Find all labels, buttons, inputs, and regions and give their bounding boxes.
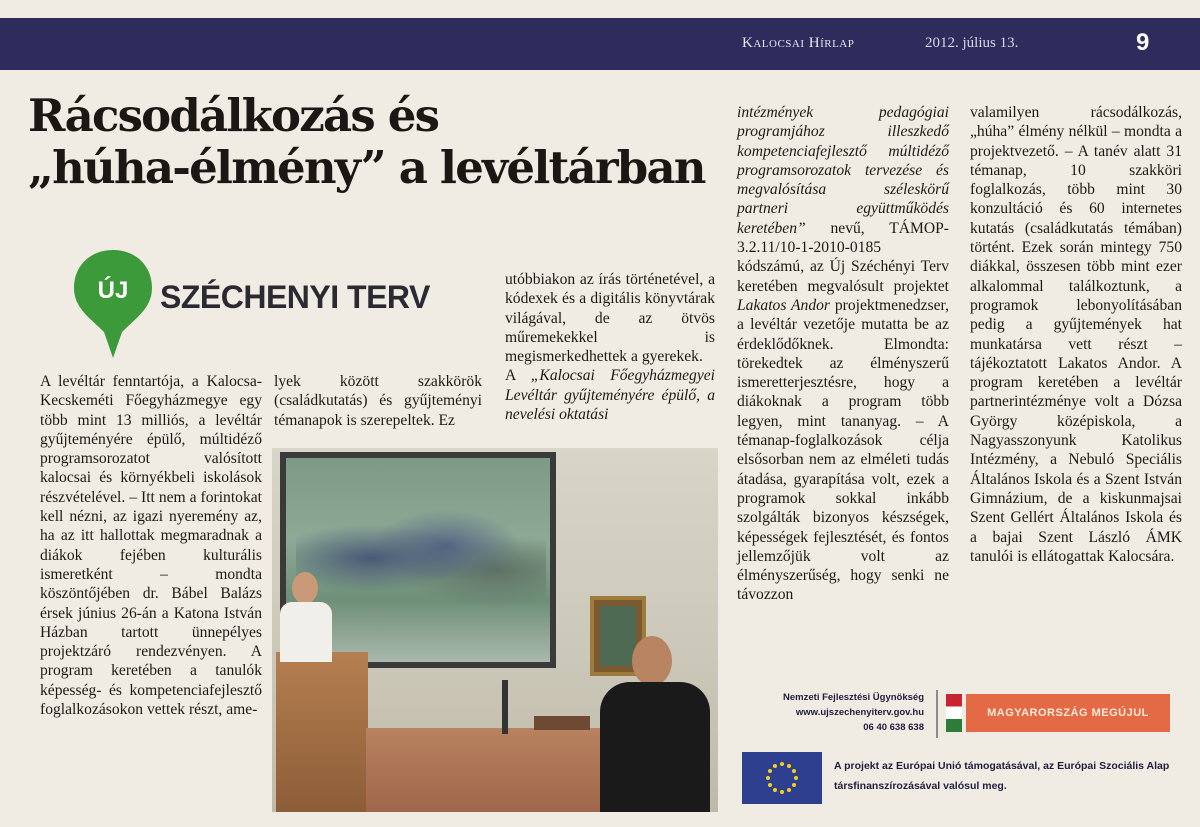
agency-website: www.ujszechenyiterv.gov.hu [795,707,924,718]
program-title-continued: intézmények pedagógiai programjához illeszkedő kompetenciafejlesztő múltidéző programsorozatok tervezése és megvalósítása széleskörű partneri együttműködés keretében” [737,104,949,237]
agency-phone: 06 40 638 638 [863,722,924,733]
agency-name: Nemzeti Fejlesztési Ügynökség [783,692,924,703]
article-column-4 [737,103,949,605]
article-column-3 [505,270,715,424]
column-3-lead: A [505,367,531,385]
funding-notice [740,686,1180,816]
page-header [0,18,1200,70]
column-4-mid: nevű, TÁMOP-3.2.11/10-1-2010-0185 kódszámú, az Új Széchényi Terv keretében megvalósult projektet [737,219,949,295]
microphone-stand [502,680,508,734]
szechenyi-terv-pin-icon [70,248,156,360]
program-title-italic: „Kalocsai Főegyházmegyei Levéltár gyűjteményére épülő, a nevelési oktatási [505,367,715,424]
divider [936,690,938,738]
column-3-text: utóbbiakon az írás történetével, a kódexek és a digitális könyvtárak világával, de az ötvös műremekekkel is megismerkedhettek a gyerekek. [505,271,715,366]
headline-line-2: „húha-élmény” a levéltárban [28,141,705,194]
hungarian-flag-icon [946,694,962,732]
speaker-at-podium [280,572,336,662]
project-manager-name: Lakatos Andor [737,296,830,314]
eu-funding-text: A projekt az Európai Unió támogatásával, az Európai Szociális Alap társfinanszírozásával valósul meg. [834,760,1170,792]
table [366,728,600,812]
eu-flag-icon [742,752,822,804]
column-4-rest: projektmenedzser, a levéltár vezetője mutatta be az érdeklődőknek. Elmondta: törekedtek az élményszerű ismeretterjesztésre, hogy a diákoknak a program több legyen, mint tananyag. – A témanap-foglalkozások célja elsősorban nem az elméleti tudás átadása, gyarapítása volt, ezek a programok sokkal inkább szolgálták bizonyos készségek, képességek fejlesztését, és fontos jellemzőjük volt az élményszerűség, hogy senki ne távozzon [737,296,949,604]
issue-date: 2012. július 13. [925,35,1019,51]
article-column-5: valamilyen rácsodálkozás, „húha” élmény nélkül – mondta a projektvezető. – A tanév alatt 31 témanap, 10 szakköri foglalkozás, több mint 30 konzultáció és 60 internetes kutatás (családkutatás témában) történt. Ezek során mintegy 750 diákkal, összesen több mint ezer alkalommal találkoztunk, a programok lebonyolításában pedig a gyűjtemények hat munkatársa vett részt – tájékoztatott Lakatos Andor. A program keretében a levéltár partnerintézménye volt a Dózsa György középiskola, a Nagyasszonyunk Katolikus Intézmény, a Nebuló Speciális Általános Iskola és a Szent István Gimnázium, de a kiskunmajsai Szent Gellért Általános Iskola és a bajai Szent László ÁMK tanulói is ellátogattak Kalocsára. [970,104,1182,565]
page-number: 9 [1136,29,1150,56]
newspaper-name: Kalocsai Hírlap [742,35,855,51]
chair [534,716,590,730]
agency-block [742,690,924,735]
szechenyi-badge-text: ÚJ [97,277,129,304]
priest-figure [594,636,714,812]
szechenyi-terv-label: SZÉCHENYI TERV [160,279,430,315]
event-photo [272,448,718,812]
article-column-1: A levéltár fenntartója, a Kalocsa-Kecskeméti Főegyházmegye egy több mint 13 milliós, a levéltár gyűjteményére épülő, múltidéző programsorozatot valósított kalocsai és környékbeli iskolások részvételével. – Itt nem a forintokat kell nézni, az igazi nyeremény az, ha az itt hallottak megmaradnak a diákok fejében kulturális ismeretként – mondta köszöntőjében dr. Bábel Balázs érsek június 26-án a Katona István Házban tartott ünnepélyes projektzáró rendezvényen. A program keretében a tanulók képesség- és kompetenciafejlesztő foglalkozásokon vettek részt, ame- [40,373,262,719]
podium [276,652,368,812]
article-headline [28,90,728,194]
magyarorszag-megujul-banner: MAGYARORSZÁG MEGÚJUL [966,694,1170,732]
article-column-2: lyek között szakkörök (családkutatás) és gyűjteményi témanapok is szerepeltek. Ez [274,373,482,429]
headline-line-1: Rácsodálkozás és [28,89,439,142]
